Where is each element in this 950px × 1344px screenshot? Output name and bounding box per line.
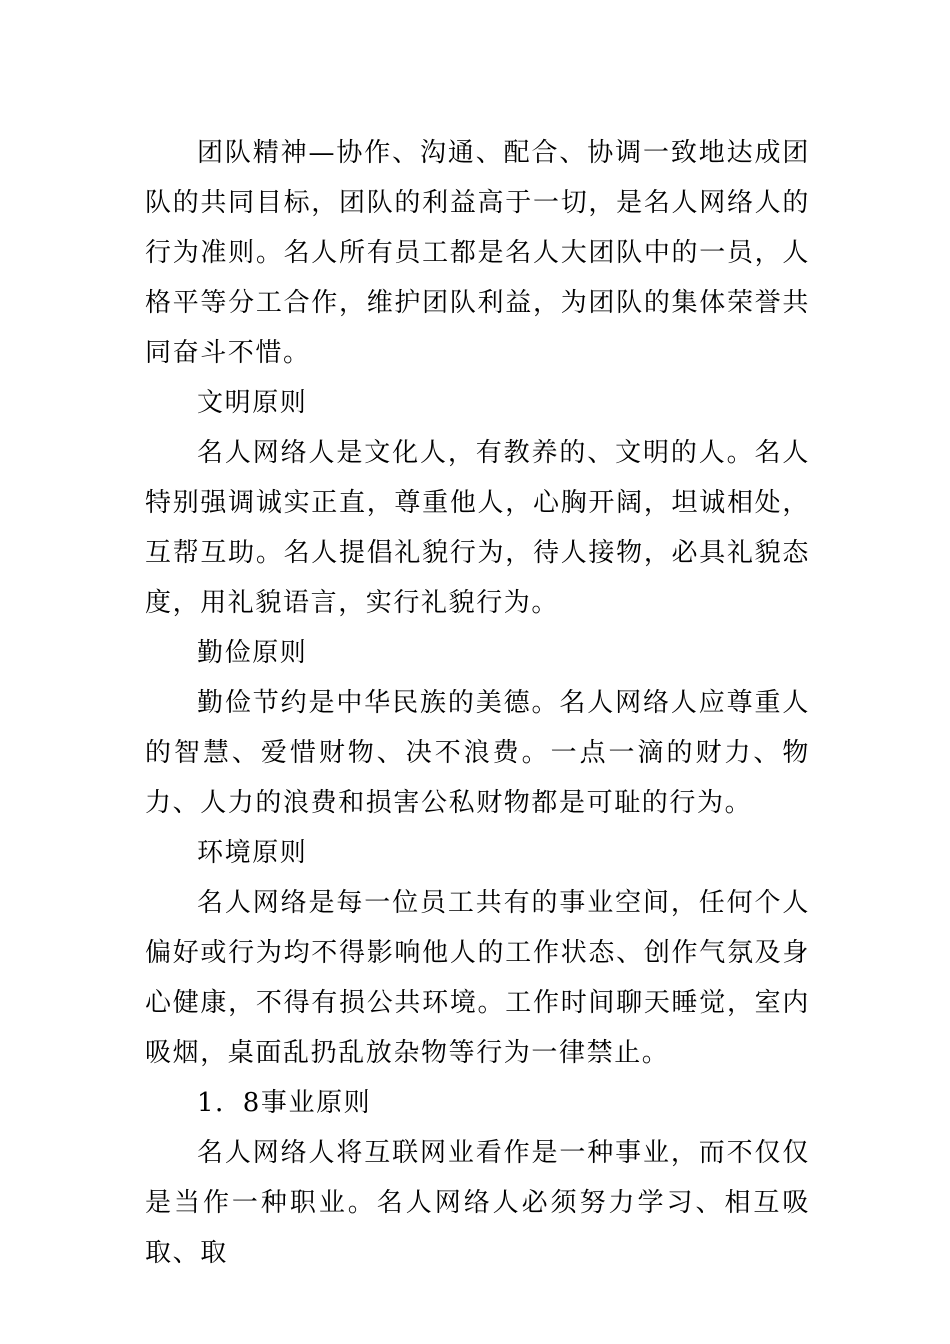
paragraph-environment: 名人网络是每一位员工共有的事业空间，任何个人偏好或行为均不得影响他人的工作状态、创作气氛及身心健康，不得有损公共环境。工作时间聊天睡觉，室内吸烟，桌面乱扔乱放杂物等行为一律禁止。: [145, 888, 810, 1068]
paragraph-team-spirit: 团队精神—协作、沟通、配合、协调一致地达成团队的共同目标，团队的利益高于一切，是名人网络人的行为准则。名人所有员工都是名人大团队中的一员，人格平等分工合作，维护团队利益，为团队的集体荣誉共同奋斗不惜。: [145, 138, 810, 368]
document-page: [145, 128, 810, 1278]
heading-career-principle: 1．8事业原则: [197, 1088, 372, 1118]
paragraph-thrift: 勤俭节约是中华民族的美德。名人网络人应尊重人的智慧、爱惜财物、决不浪费。一点一滴的财力、物力、人力的浪费和损害公私财物都是可耻的行为。: [145, 688, 810, 818]
heading-civility-principle: 文明原则: [197, 388, 308, 418]
heading-thrift-principle: 勤俭原则: [197, 638, 308, 668]
paragraph-career: 名人网络人将互联网业看作是一种事业，而不仅仅是当作一种职业。名人网络人必须努力学习、相互吸取、取: [145, 1138, 810, 1268]
paragraph-civility: 名人网络人是文化人，有教养的、文明的人。名人特别强调诚实正直，尊重他人，心胸开阔，坦诚相处，互帮互助。名人提倡礼貌行为，待人接物，必具礼貌态度，用礼貌语言，实行礼貌行为。: [145, 438, 810, 618]
heading-environment-principle: 环境原则: [197, 838, 308, 868]
